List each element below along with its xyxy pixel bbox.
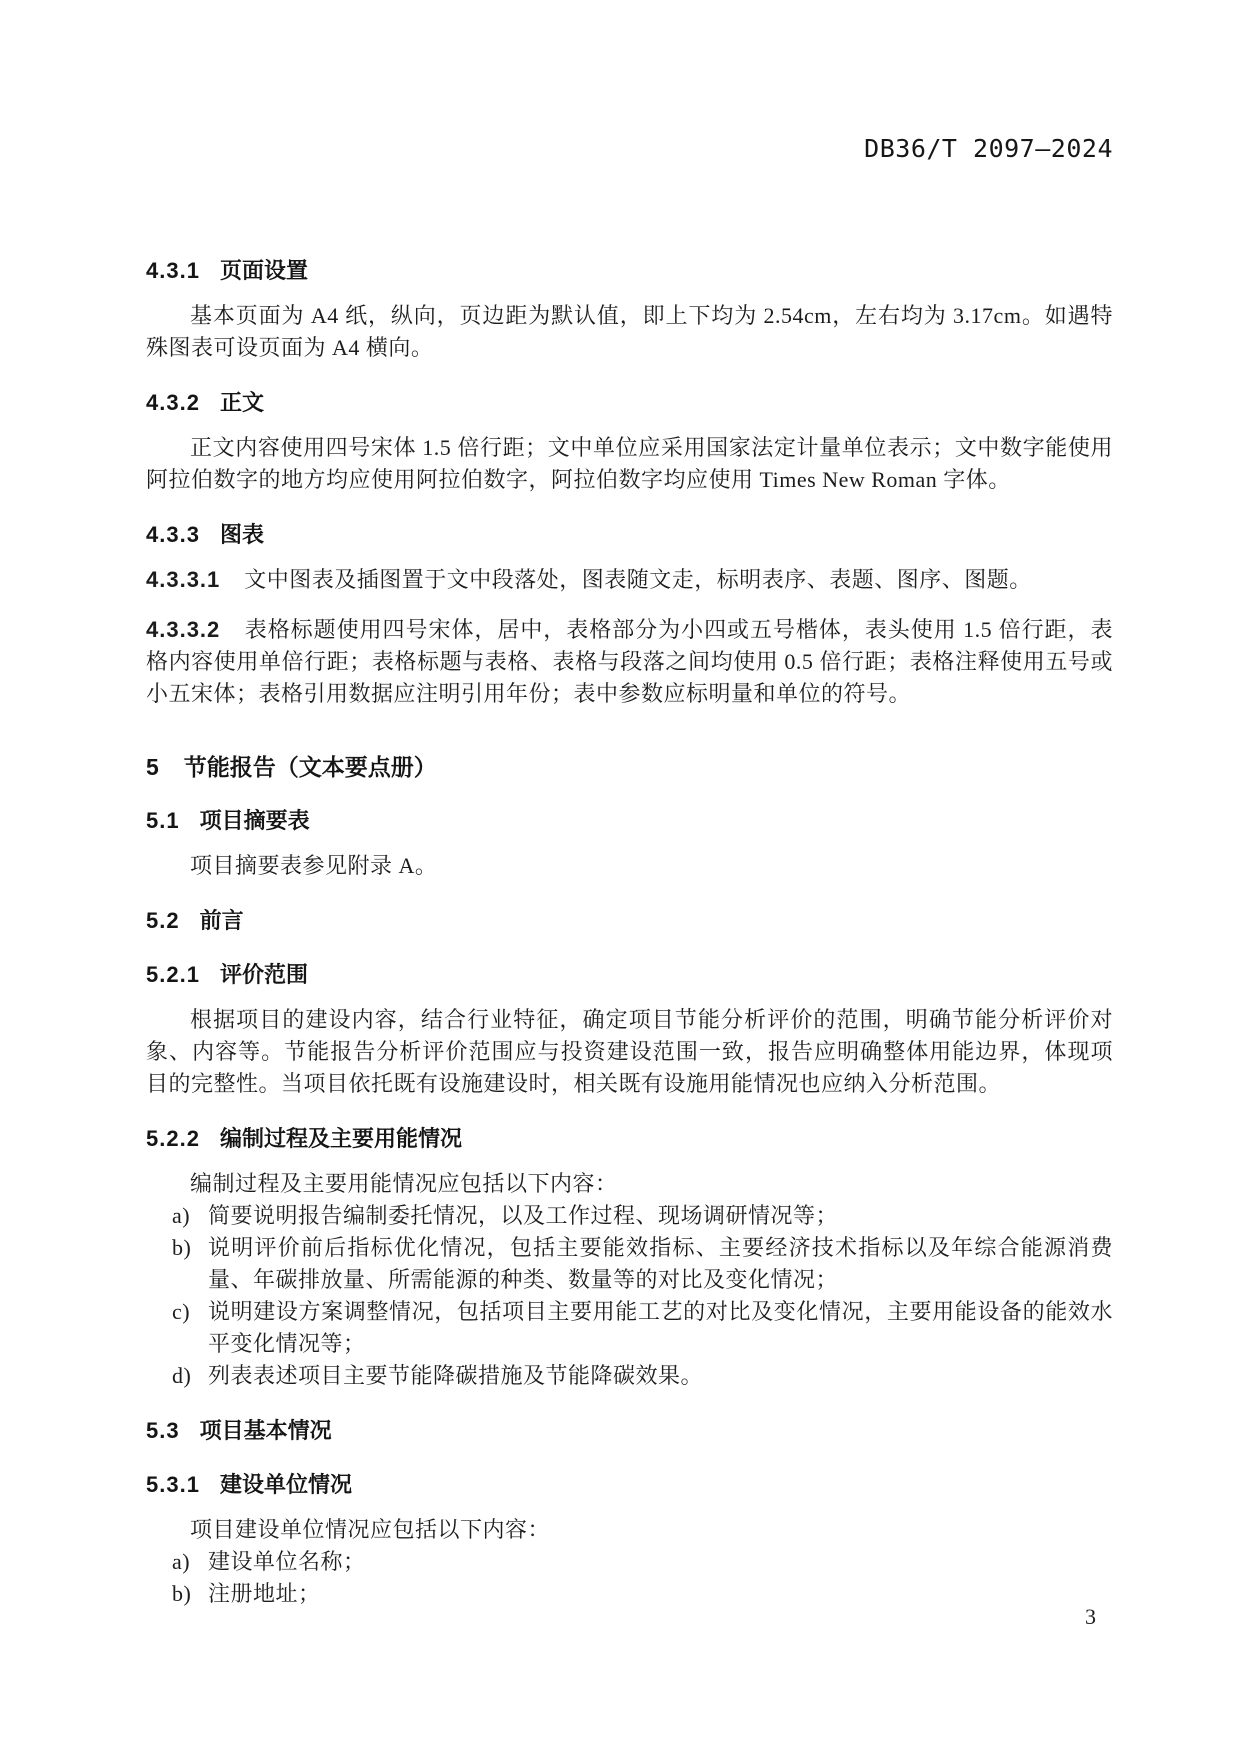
paragraph-list-intro: 项目建设单位情况应包括以下内容：	[190, 1517, 551, 1542]
heading-5-1	[146, 806, 1113, 836]
list-marker: d)	[172, 1363, 192, 1388]
list-text: 注册地址；	[208, 1581, 321, 1606]
clause-number: 5	[146, 754, 160, 780]
page-header	[146, 134, 1113, 163]
paragraph-summary-table: 项目摘要表参见附录 A。	[190, 853, 438, 878]
clause-text: 文中图表及插图置于文中段落处，图表随文走，标明表序、表题、图序、图题。	[244, 567, 1032, 592]
list-marker: a)	[172, 1203, 191, 1228]
heading-5-2-1	[146, 960, 1113, 990]
list-item	[146, 1546, 1113, 1578]
heading-5-2-2	[146, 1124, 1113, 1154]
paragraph-list-intro: 编制过程及主要用能情况应包括以下内容：	[190, 1171, 618, 1196]
clause-number: 4.3.3.1	[146, 567, 221, 592]
paragraph-4-3-3-1	[146, 564, 1113, 596]
paragraph-4-3-3-2	[146, 614, 1113, 710]
paragraph-body-text-rules: 正文内容使用四号宋体 1.5 倍行距；文中单位应采用国家法定计量单位表示；文中数字能使用阿拉伯数字的地方均应使用阿拉伯数字，阿拉伯数字均应使用 Times New Roman 字体。	[146, 435, 1113, 492]
heading-5-2	[146, 906, 1113, 936]
list-compilation-items	[146, 1200, 1113, 1392]
list-construction-unit-items	[146, 1546, 1113, 1610]
heading-5	[146, 752, 1113, 782]
paragraph-evaluation-scope: 根据项目的建设内容，结合行业特征，确定项目节能分析评价的范围，明确节能分析评价对象、内容等。节能报告分析评价范围应与投资建设范围一致，报告应明确整体用能边界，体现项目的完整性。当项目依托既有设施建设时，相关既有设施用能情况也应纳入分析范围。	[146, 1007, 1113, 1096]
clause-number: 4.3.2	[146, 390, 200, 415]
list-item	[146, 1232, 1113, 1296]
clause-title: 评价范围	[219, 962, 308, 987]
clause-title: 前言	[199, 908, 244, 933]
list-marker: b)	[172, 1235, 192, 1260]
list-marker: a)	[172, 1549, 191, 1574]
clause-number: 5.2	[146, 908, 180, 933]
clause-title: 页面设置	[219, 258, 308, 283]
clause-number: 5.2.1	[146, 962, 200, 987]
heading-4-3-3	[146, 520, 1113, 550]
list-text: 说明评价前后指标优化情况，包括主要能效指标、主要经济技术指标以及年综合能源消费量、年碳排放量、所需能源的种类、数量等的对比及变化情况；	[208, 1235, 1113, 1292]
heading-5-3	[146, 1416, 1113, 1446]
clause-title: 节能报告（文本要点册）	[183, 754, 437, 780]
clause-title: 图表	[219, 522, 264, 547]
paragraph-page-setup: 基本页面为 A4 纸，纵向，页边距为默认值，即上下均为 2.54cm，左右均为 3.17cm。如遇特殊图表可设页面为 A4 横向。	[146, 303, 1113, 360]
list-text: 建设单位名称；	[208, 1549, 366, 1574]
clause-title: 项目基本情况	[199, 1418, 332, 1443]
list-item	[146, 1360, 1113, 1392]
clause-title: 项目摘要表	[199, 808, 310, 833]
heading-4-3-2	[146, 388, 1113, 418]
clause-text: 表格标题使用四号宋体，居中，表格部分为小四或五号楷体，表头使用 1.5 倍行距，表格内容使用单倍行距；表格标题与表格、表格与段落之间均使用 0.5 倍行距；表格注释使用五号或小五宋体；表格引用数据应注明引用年份；表中参数应标明量和单位的符号。	[146, 617, 1113, 706]
page-number: 3	[1085, 1604, 1096, 1629]
clause-number: 4.3.1	[146, 258, 200, 283]
clause-number: 4.3.3	[146, 522, 200, 547]
list-text: 简要说明报告编制委托情况，以及工作过程、现场调研情况等；	[208, 1203, 839, 1228]
document-content	[146, 256, 1113, 1610]
clause-title: 正文	[219, 390, 264, 415]
clause-number: 5.3	[146, 1418, 180, 1443]
list-text: 说明建设方案调整情况，包括项目主要用能工艺的对比及变化情况，主要用能设备的能效水平变化情况等；	[208, 1299, 1113, 1356]
list-marker: c)	[172, 1299, 191, 1324]
clause-number: 4.3.3.2	[146, 617, 221, 642]
list-marker: b)	[172, 1581, 192, 1606]
list-text: 列表表述项目主要节能降碳措施及节能降碳效果。	[208, 1363, 704, 1388]
heading-5-3-1	[146, 1470, 1113, 1500]
clause-title: 建设单位情况	[219, 1472, 352, 1497]
clause-number: 5.1	[146, 808, 180, 833]
clause-title: 编制过程及主要用能情况	[219, 1126, 462, 1151]
list-item	[146, 1296, 1113, 1360]
clause-number: 5.2.2	[146, 1126, 200, 1151]
clause-number: 5.3.1	[146, 1472, 200, 1497]
heading-4-3-1	[146, 256, 1113, 286]
standard-code: DB36/T 2097—2024	[864, 134, 1113, 163]
list-item	[146, 1200, 1113, 1232]
